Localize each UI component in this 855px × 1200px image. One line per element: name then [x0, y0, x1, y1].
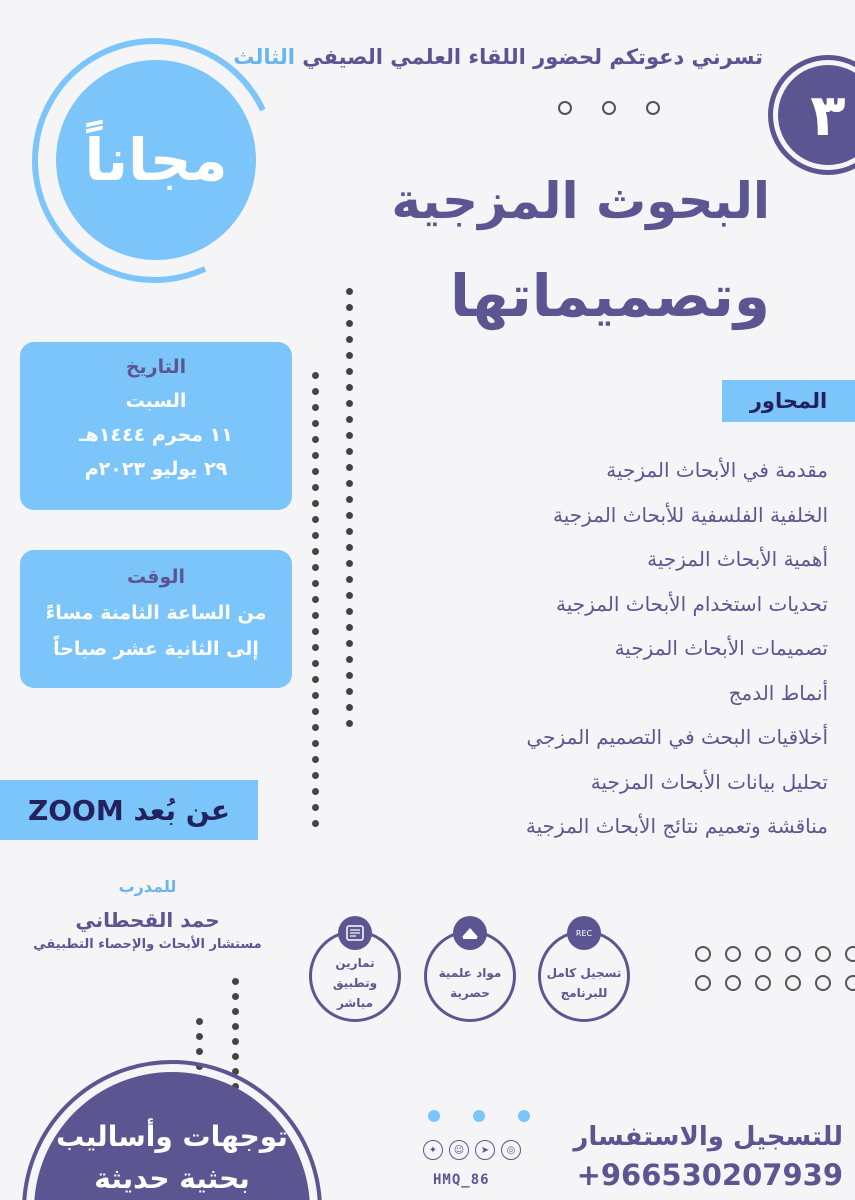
register-label: للتسجيل والاستفسار — [573, 1122, 843, 1152]
page-title-line2: وتصميماتها — [449, 262, 770, 330]
social-handle: HMQ_86 — [433, 1172, 490, 1188]
free-badge — [56, 60, 256, 260]
time-start: من الساعة الثامنة مساءً — [45, 602, 267, 624]
feature-exercises-line1: تمارين وتطبيق — [332, 956, 378, 990]
list-item: مقدمة في الأبحاث المزجية — [606, 458, 828, 482]
trainer-title: مستشار الأبحاث والإحصاء التطبيقي — [33, 937, 262, 952]
list-item: الخلفية الفلسفية للأبحاث المزجية — [552, 502, 828, 527]
social-icons — [423, 1140, 521, 1160]
register-phone[interactable]: +966530207939 — [576, 1158, 843, 1192]
twitter-icon[interactable]: ✦ — [423, 1140, 443, 1160]
edition-number: ٣ — [810, 81, 846, 149]
date-label: التاريخ — [125, 356, 187, 378]
time-box — [20, 550, 292, 688]
list-item: أنماط الدمج — [728, 680, 828, 705]
feature-recording-line2: للبرنامج — [560, 986, 608, 1000]
trainer-label: للمدرب — [118, 877, 177, 896]
list-item: تحليل بيانات الأبحاث المزجية — [590, 769, 828, 794]
free-label: مجاناً — [84, 126, 228, 194]
time-end: إلى الثانية عشر صباحاً — [53, 638, 259, 660]
list-item: أخلاقيات البحث في التصميم المزجي — [526, 725, 828, 749]
trainer-name: حمد القحطاني — [75, 908, 220, 932]
decorative-dot-grid — [695, 946, 855, 991]
feature-recording — [538, 930, 630, 1022]
contact-dots — [428, 1110, 530, 1122]
checklist-icon — [338, 916, 372, 950]
instagram-icon[interactable]: ◎ — [501, 1140, 521, 1160]
invite-highlight: الثالث — [233, 45, 295, 69]
feature-materials — [424, 930, 516, 1022]
axes-title: المحاور — [722, 380, 855, 422]
list-item: تحديات استخدام الأبحاث المزجية — [556, 591, 828, 616]
invite-text — [233, 45, 763, 69]
list-item: تصميمات الأبحاث المزجية — [614, 636, 828, 660]
snapchat-icon[interactable]: ☺ — [449, 1140, 469, 1160]
page-title-line1: البحوث المزجية — [391, 172, 770, 230]
documents-icon — [453, 916, 487, 950]
invite-prefix: تسرني دعوتكم لحضور اللقاء العلمي الصيفي — [302, 45, 763, 69]
rec-icon: REC — [567, 916, 601, 950]
list-item: أهمية الأبحاث المزجية — [647, 547, 828, 571]
date-day: السبت — [125, 390, 187, 412]
date-box — [20, 342, 292, 510]
feature-recording-line1: تسجيل كامل — [546, 966, 622, 980]
telegram-icon[interactable]: ➤ — [475, 1140, 495, 1160]
feature-exercises-line2: مباشر — [336, 996, 374, 1010]
feature-materials-line1: مواد علمية — [438, 966, 502, 980]
list-item: مناقشة وتعميم نتائج الأبحاث المزجية — [525, 814, 828, 838]
date-gregorian: ٢٩ يوليو ٢٠٢٣م — [84, 458, 228, 480]
trainer-info — [20, 877, 275, 952]
dotted-divider-upper — [346, 288, 353, 727]
time-label: الوقت — [126, 566, 186, 588]
zoom-label: عن بُعد ZOOM — [0, 780, 258, 840]
trends-badge — [34, 1072, 310, 1200]
trends-line1: توجهات وأساليب — [56, 1120, 288, 1153]
feature-materials-line2: حصرية — [450, 986, 490, 1000]
trends-line2: بحثية حديثة — [94, 1162, 250, 1195]
dotted-divider-lower — [312, 372, 319, 827]
date-hijri: ١١ محرم ١٤٤٤هـ — [79, 424, 233, 446]
feature-exercises — [309, 930, 401, 1022]
header-dots — [558, 101, 660, 115]
axes-list — [526, 448, 828, 849]
